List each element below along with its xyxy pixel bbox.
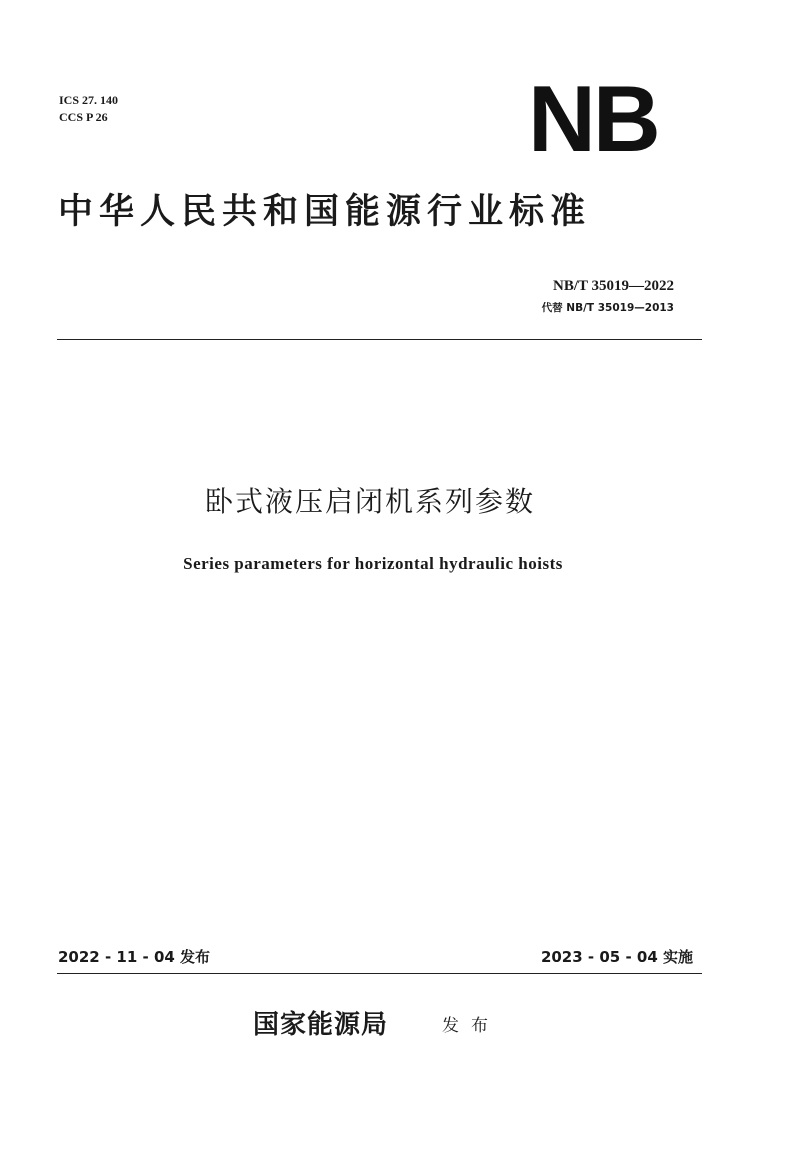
nb-logo: NB bbox=[528, 66, 658, 171]
issue-date: 2022 - 11 - 04 发布 bbox=[58, 948, 211, 966]
standard-number: NB/T 35019—2022 bbox=[553, 278, 674, 294]
top-divider bbox=[57, 339, 702, 340]
effective-date: 2023 - 05 - 04 实施 bbox=[540, 948, 693, 966]
bottom-divider bbox=[57, 973, 702, 974]
ics-code: ICS 27. 140 bbox=[59, 93, 119, 107]
ccs-code: CCS P 26 bbox=[59, 110, 108, 124]
publisher-name: 国家能源局 bbox=[253, 1010, 389, 1040]
classification-codes bbox=[59, 92, 118, 126]
replaced-standard: 代替 NB/T 35019—2013 bbox=[541, 302, 674, 314]
org-title: 中华人民共和国能源行业标准 bbox=[58, 192, 592, 232]
document-title-chinese: 卧式液压启闭机系列参数 bbox=[204, 485, 535, 518]
publish-label: 发布 bbox=[442, 1016, 500, 1036]
document-title-english: Series parameters for horizontal hydraulic hoists bbox=[183, 554, 563, 573]
